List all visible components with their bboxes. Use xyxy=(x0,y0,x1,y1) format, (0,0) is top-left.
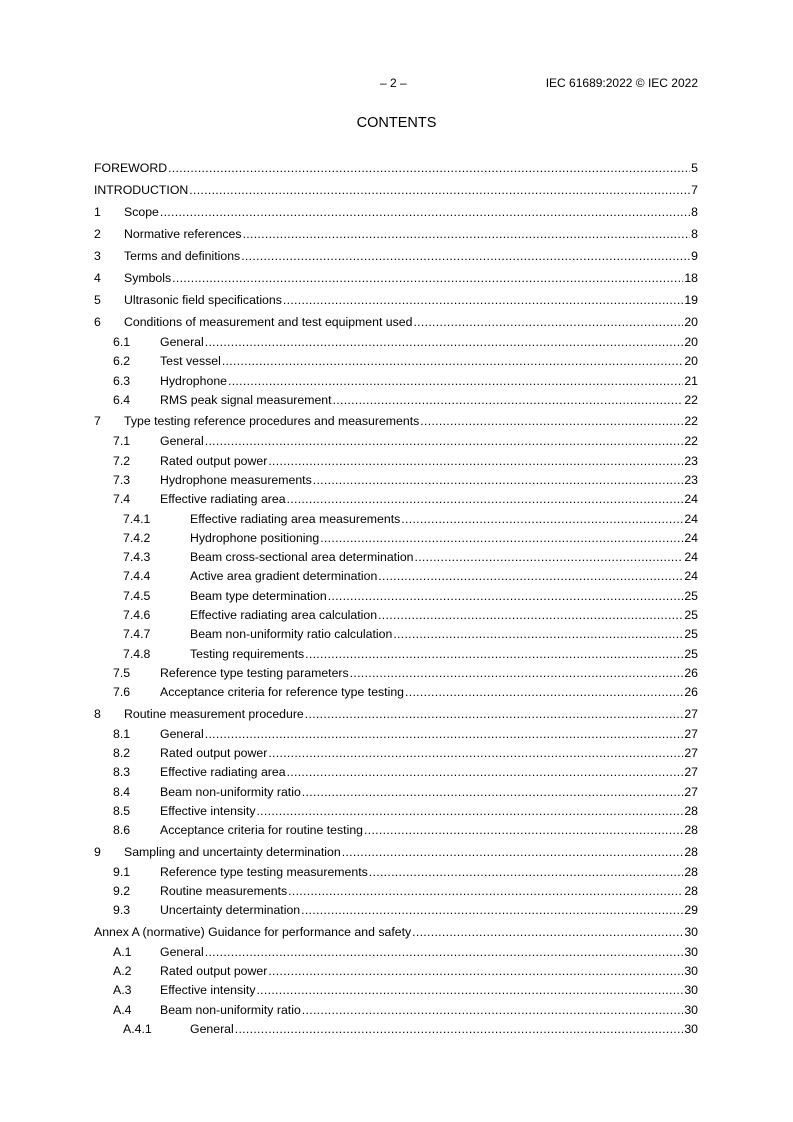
toc-entry-title: Rated output power xyxy=(160,744,268,763)
toc-entry-page-number: 23 xyxy=(684,472,698,487)
toc-entry-number: 7.4.7 xyxy=(123,627,151,642)
toc-entry-number: 6.4 xyxy=(113,392,131,407)
toc-entry-number: 8.2 xyxy=(113,746,131,761)
toc-entry-number: 7.4.4 xyxy=(123,569,151,584)
toc-entry[interactable] xyxy=(94,410,698,432)
toc-entry-title: Beam cross-sectional area determination xyxy=(190,548,415,567)
toc-entry-page-number: 24 xyxy=(684,569,698,584)
toc-entry-page-number: 30 xyxy=(684,983,698,998)
dot-leader xyxy=(256,802,683,821)
toc-entry-title: Effective intensity xyxy=(160,981,256,1000)
toc-entry-title: General xyxy=(160,432,205,451)
toc-entry-title: Scope xyxy=(124,201,160,223)
dot-leader xyxy=(160,201,690,223)
toc-entry-number: 5 xyxy=(94,293,101,307)
toc-entry[interactable] xyxy=(94,548,698,567)
toc-entry[interactable] xyxy=(94,471,698,490)
toc-entry-title: FOREWORD xyxy=(94,157,168,179)
contents-heading: CONTENTS xyxy=(356,115,437,131)
toc-entry-number: A.3 xyxy=(113,983,132,998)
toc-entry-number: 3 xyxy=(94,249,101,263)
toc-entry-title: Symbols xyxy=(124,267,172,289)
toc-entry[interactable] xyxy=(94,245,698,267)
document-reference: IEC 61689:2022 © IEC 2022 xyxy=(545,76,698,90)
toc-entry-title: Routine measurements xyxy=(160,882,288,901)
page-number: – 2 – xyxy=(380,76,407,90)
toc-entry-title: INTRODUCTION xyxy=(94,179,189,201)
toc-entry-title: Reference type testing parameters xyxy=(160,664,350,683)
dot-leader xyxy=(415,548,684,567)
toc-entry-title: Normative references xyxy=(124,223,243,245)
toc-entry-page-number: 30 xyxy=(684,1002,698,1017)
toc-entry-title: Hydrophone positioning xyxy=(190,529,320,548)
toc-entry-title: General xyxy=(160,943,205,962)
toc-entry-title: Effective radiating area measurements xyxy=(190,510,401,529)
dot-leader xyxy=(369,863,684,882)
toc-entry[interactable] xyxy=(94,587,698,606)
dot-leader xyxy=(412,921,683,943)
toc-entry-title: Effective radiating area xyxy=(160,490,287,509)
toc-entry-number: 7.4.2 xyxy=(123,530,151,545)
toc-entry[interactable] xyxy=(94,863,698,882)
toc-entry[interactable] xyxy=(94,683,698,703)
dot-leader xyxy=(205,725,684,744)
dot-leader xyxy=(288,882,683,901)
toc-entry[interactable] xyxy=(94,267,698,289)
toc-entry[interactable] xyxy=(94,625,698,644)
toc-entry-page-number: 27 xyxy=(684,726,698,741)
toc-entry-title: Acceptance criteria for routine testing xyxy=(160,821,364,841)
dot-leader xyxy=(205,333,684,352)
toc-entry[interactable] xyxy=(94,311,698,333)
dot-leader xyxy=(243,223,691,245)
dot-leader xyxy=(305,703,684,725)
toc-entry[interactable] xyxy=(94,179,698,201)
toc-entry[interactable] xyxy=(94,1001,698,1020)
toc-entry-title: Beam non-uniformity ratio xyxy=(160,783,302,802)
toc-entry-title: Beam non-uniformity ratio calculation xyxy=(190,625,393,644)
toc-entry-page-number: 30 xyxy=(684,1022,698,1037)
dot-leader xyxy=(401,510,683,529)
toc-entry-page-number: 28 xyxy=(684,844,698,859)
toc-entry-number: 7.6 xyxy=(113,685,131,700)
toc-entry[interactable] xyxy=(94,333,698,352)
toc-entry-page-number: 21 xyxy=(684,373,698,388)
toc-entry-number: 7.4.6 xyxy=(123,608,151,623)
dot-leader xyxy=(313,471,684,490)
toc-entry-title: Uncertainty determination xyxy=(160,901,301,921)
toc-entry[interactable] xyxy=(94,664,698,683)
toc-entry-page-number: 27 xyxy=(684,784,698,799)
toc-entry-title: Effective intensity xyxy=(160,802,256,821)
toc-entry-page-number: 19 xyxy=(684,293,698,307)
toc-entry-number: A.4 xyxy=(113,1002,132,1017)
toc-entry-page-number: 26 xyxy=(684,685,698,700)
dot-leader xyxy=(168,157,690,179)
toc-entry-title: Effective radiating area calculation xyxy=(190,606,378,625)
dot-leader xyxy=(378,567,683,586)
dot-leader xyxy=(320,529,683,548)
toc-entry-title: Hydrophone measurements xyxy=(160,471,313,490)
toc-entry[interactable] xyxy=(94,432,698,451)
toc-entry-title: Ultrasonic field specifications xyxy=(124,289,283,311)
table-of-contents xyxy=(94,157,698,1039)
toc-entry-title: Hydrophone xyxy=(160,372,228,391)
toc-entry-page-number: 9 xyxy=(691,249,698,263)
dot-leader xyxy=(378,606,683,625)
toc-entry[interactable] xyxy=(94,821,698,841)
toc-entry-title: Annex A (normative) Guidance for performance and safety xyxy=(94,921,412,943)
dot-leader xyxy=(241,245,690,267)
toc-entry[interactable] xyxy=(94,606,698,625)
dot-leader xyxy=(222,352,683,371)
toc-entry-page-number: 23 xyxy=(684,453,698,468)
toc-entry-number: 8.3 xyxy=(113,765,131,780)
toc-entry[interactable] xyxy=(94,223,698,245)
toc-entry-page-number: 24 xyxy=(684,550,698,565)
toc-entry-page-number: 20 xyxy=(684,335,698,349)
toc-entry-page-number: 25 xyxy=(684,646,698,661)
toc-entry-title: Active area gradient determination xyxy=(190,567,378,586)
toc-entry-number: 7 xyxy=(94,414,101,429)
toc-entry-page-number: 25 xyxy=(684,588,698,603)
toc-entry[interactable] xyxy=(94,962,698,981)
toc-entry-number: 4 xyxy=(94,271,101,285)
toc-entry[interactable] xyxy=(94,981,698,1000)
dot-leader xyxy=(342,841,684,863)
dot-leader xyxy=(283,289,683,311)
dot-leader xyxy=(420,410,683,432)
toc-entry-page-number: 24 xyxy=(684,492,698,507)
toc-entry-number: 7.4.8 xyxy=(123,646,151,661)
toc-entry-title: Terms and definitions xyxy=(124,245,241,267)
toc-entry-number: 8.4 xyxy=(113,784,131,799)
toc-entry-number: 9.3 xyxy=(113,903,131,918)
toc-entry-number: 6.2 xyxy=(113,354,131,369)
toc-entry-title: Sampling and uncertainty determination xyxy=(124,841,342,863)
toc-entry-page-number: 18 xyxy=(684,271,698,285)
dot-leader xyxy=(364,821,683,841)
toc-entry-page-number: 22 xyxy=(684,434,698,449)
toc-entry-title: General xyxy=(160,333,205,352)
dot-leader xyxy=(405,683,683,703)
toc-entry-page-number: 7 xyxy=(691,183,698,197)
toc-entry-title: Type testing reference procedures and measurements xyxy=(124,410,420,432)
dot-leader xyxy=(256,981,683,1000)
toc-entry[interactable] xyxy=(94,289,698,311)
dot-leader xyxy=(172,267,683,289)
toc-entry-title: Rated output power xyxy=(160,962,268,981)
dot-leader xyxy=(287,490,684,509)
toc-entry[interactable] xyxy=(94,510,698,529)
toc-entry-title: Test vessel xyxy=(160,352,222,371)
toc-entry[interactable] xyxy=(94,841,698,863)
toc-entry[interactable] xyxy=(94,901,698,921)
toc-entry-page-number: 24 xyxy=(684,511,698,526)
toc-entry-number: 9.1 xyxy=(113,864,131,879)
dot-leader xyxy=(301,901,683,921)
dot-leader xyxy=(302,783,684,802)
toc-entry-number: 7.3 xyxy=(113,472,131,487)
dot-leader xyxy=(268,744,683,763)
toc-entry-page-number: 25 xyxy=(684,627,698,642)
toc-entry-title: General xyxy=(190,1020,235,1039)
toc-entry[interactable] xyxy=(94,943,698,962)
toc-entry-page-number: 22 xyxy=(684,414,698,429)
toc-entry-title: Testing requirements xyxy=(190,645,305,664)
toc-entry[interactable] xyxy=(94,372,698,391)
toc-entry-number: 7.2 xyxy=(113,453,131,468)
page-header xyxy=(0,76,793,92)
toc-entry-page-number: 28 xyxy=(684,884,698,899)
dot-leader xyxy=(205,432,684,451)
toc-entry-number: 1 xyxy=(94,205,101,219)
toc-entry-number: A.2 xyxy=(113,964,132,979)
toc-entry-page-number: 30 xyxy=(684,944,698,959)
toc-entry-page-number: 8 xyxy=(691,227,698,241)
toc-entry-title: Effective radiating area xyxy=(160,763,287,782)
toc-entry-number: 6.3 xyxy=(113,373,131,388)
toc-entry-title: Reference type testing measurements xyxy=(160,863,369,882)
toc-entry-number: 7.1 xyxy=(113,434,131,449)
dot-leader xyxy=(235,1020,684,1039)
toc-entry-page-number: 29 xyxy=(684,903,698,918)
dot-leader xyxy=(305,645,683,664)
toc-entry-number: 9.2 xyxy=(113,884,131,899)
toc-entry-number: 8.1 xyxy=(113,726,131,741)
toc-entry[interactable] xyxy=(94,391,698,411)
toc-entry[interactable] xyxy=(94,882,698,901)
toc-entry[interactable] xyxy=(94,490,698,509)
toc-entry-page-number: 28 xyxy=(684,864,698,879)
dot-leader xyxy=(287,763,684,782)
toc-entry-title: Rated output power xyxy=(160,452,268,471)
toc-entry-title: Routine measurement procedure xyxy=(124,703,305,725)
toc-entry[interactable] xyxy=(94,783,698,802)
toc-entry-page-number: 27 xyxy=(684,706,698,721)
toc-entry-title: Beam non-uniformity ratio xyxy=(160,1001,302,1020)
toc-entry[interactable] xyxy=(94,1020,698,1039)
toc-entry-title: RMS peak signal measurement xyxy=(160,391,333,411)
toc-entry-number: 7.4 xyxy=(113,492,131,507)
dot-leader xyxy=(333,391,684,411)
toc-entry-page-number: 24 xyxy=(684,530,698,545)
dot-leader xyxy=(228,372,683,391)
toc-entry-number: 8.6 xyxy=(113,823,131,838)
toc-entry-page-number: 20 xyxy=(684,315,698,329)
toc-entry-number: 7.4.5 xyxy=(123,588,151,603)
dot-leader xyxy=(205,943,684,962)
toc-entry[interactable] xyxy=(94,703,698,725)
toc-entry-page-number: 27 xyxy=(684,765,698,780)
toc-entry-page-number: 25 xyxy=(684,608,698,623)
toc-entry-number: 6 xyxy=(94,315,101,329)
dot-leader xyxy=(393,625,683,644)
toc-entry-page-number: 5 xyxy=(691,161,698,175)
toc-entry-number: 7.4.3 xyxy=(123,550,151,565)
toc-entry-number: 8.5 xyxy=(113,803,131,818)
toc-entry-title: General xyxy=(160,725,205,744)
toc-entry-number: 2 xyxy=(94,227,101,241)
toc-entry[interactable] xyxy=(94,802,698,821)
toc-entry-number: 9 xyxy=(94,844,101,859)
dot-leader xyxy=(328,587,684,606)
toc-entry-number: 7.5 xyxy=(113,665,131,680)
dot-leader xyxy=(268,452,683,471)
toc-entry-title: Conditions of measurement and test equipment used xyxy=(124,311,413,333)
toc-entry-number: 8 xyxy=(94,706,101,721)
toc-entry-page-number: 8 xyxy=(691,205,698,219)
toc-entry[interactable] xyxy=(94,352,698,371)
dot-leader xyxy=(268,962,683,981)
toc-entry-number: A.1 xyxy=(113,944,132,959)
toc-entry[interactable] xyxy=(94,157,698,179)
toc-entry-page-number: 30 xyxy=(684,964,698,979)
toc-entry[interactable] xyxy=(94,567,698,586)
toc-entry-page-number: 30 xyxy=(684,924,698,939)
toc-entry-page-number: 28 xyxy=(684,803,698,818)
toc-entry[interactable] xyxy=(94,201,698,223)
toc-entry-page-number: 26 xyxy=(684,665,698,680)
toc-entry[interactable] xyxy=(94,645,698,664)
toc-entry-title: Beam type determination xyxy=(190,587,328,606)
dot-leader xyxy=(413,311,683,333)
toc-entry-page-number: 20 xyxy=(684,354,698,369)
toc-entry-page-number: 27 xyxy=(684,746,698,761)
toc-entry-number: 6.1 xyxy=(113,335,131,349)
toc-entry-number: 7.4.1 xyxy=(123,511,151,526)
toc-entry-title: Acceptance criteria for reference type testing xyxy=(160,683,405,703)
dot-leader xyxy=(302,1001,684,1020)
dot-leader xyxy=(189,179,690,201)
toc-entry[interactable] xyxy=(94,744,698,763)
toc-entry-page-number: 28 xyxy=(684,823,698,838)
toc-entry[interactable] xyxy=(94,452,698,471)
toc-entry-number: A.4.1 xyxy=(123,1022,152,1037)
toc-entry[interactable] xyxy=(94,529,698,548)
toc-entry[interactable] xyxy=(94,921,698,943)
toc-entry[interactable] xyxy=(94,763,698,782)
toc-entry-page-number: 22 xyxy=(684,392,698,407)
toc-entry[interactable] xyxy=(94,725,698,744)
dot-leader xyxy=(350,664,684,683)
